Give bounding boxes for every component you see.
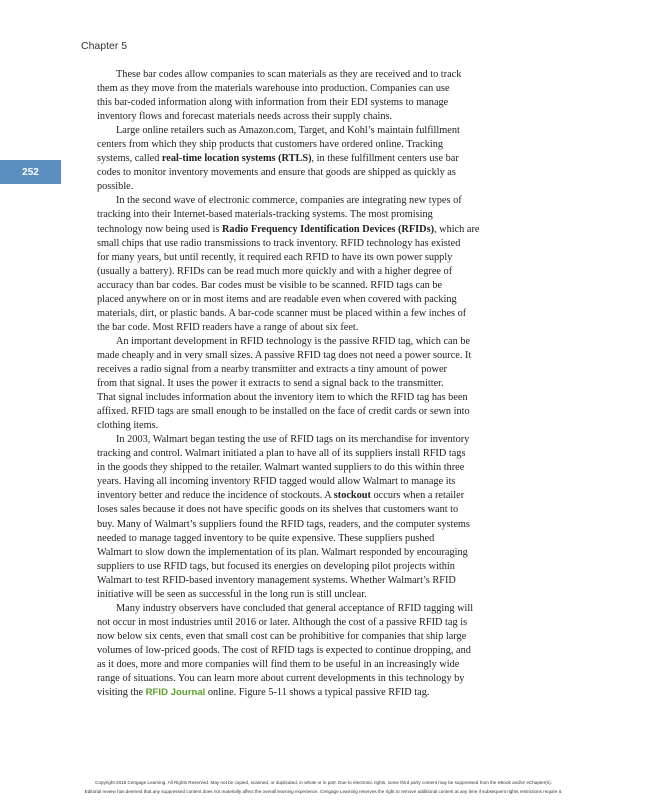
text-line [97,138,556,152]
text-run: inventory flows and forecast materials needs across their supply chains. [97,111,393,123]
rfid-journal-link[interactable]: RFID Journal [145,687,206,699]
text-line [97,377,556,391]
text-line [97,630,556,644]
text-run: not occur in most industries until 2016 or later. Although the cost of a passive RFID tag is [97,616,468,628]
text-line [97,251,556,265]
text-run: online. Figure 5-11 shows a typical passive RFID tag. [205,687,430,699]
text-line [97,223,556,237]
body-text [97,68,556,700]
text-line [116,124,556,138]
text-run: volumes of low-priced goods. The cost of RFID tags is expected to continue dropping, and [97,644,471,656]
text-line [97,546,556,560]
text-run: them as they move from the materials warehouse into production. Companies can use [97,83,450,95]
text-run: in the goods they shipped to the retailer. Walmart wanted suppliers to do this within three [97,462,465,474]
text-line [97,307,556,321]
text-run: centers from which they ship products that customers have ordered online. Tracking [97,139,444,151]
page-number: 252 [22,166,39,178]
paragraph [97,335,556,433]
text-line [97,461,556,475]
text-run: materials, dirt, or plastic bands. A bar-code scanner must be placed within a few inches of [97,307,467,319]
text-line [97,321,556,335]
text-run: Large online retailers such as Amazon.com, Target, and Kohl’s maintain fulfillment [116,125,460,137]
text-run: the bar code. Most RFID readers have a range of about six feet. [97,321,359,333]
text-run: inventory better and reduce the incidence of stockouts. A [97,490,334,502]
text-run: range of situations. You can learn more about current developments in this technology by [97,673,465,685]
text-run: small chips that use radio transmissions to track inventory. RFID technology has existed [97,237,461,249]
text-line [97,237,556,251]
text-line [97,475,556,489]
text-run: These bar codes allow companies to scan materials as they are received and to track [116,69,462,80]
text-line [97,349,556,363]
text-line [97,265,556,279]
text-run: affixed. RFID tags are small enough to be installed on the face of credit cards or sewn into [97,406,470,418]
text-line [97,180,556,194]
text-line [97,110,556,124]
text-line [97,363,556,377]
text-run: possible. [97,181,134,193]
text-line [97,588,556,602]
text-line [97,96,556,110]
text-run: for many years, but until recently, it required each RFID to have its own power supply [97,251,453,263]
term-rfid: Radio Frequency Identification Devices (RFIDs) [221,223,435,235]
text-run: from that signal. It uses the power it extracts to send a signal back to the transmitter. [97,378,444,390]
text-run: needed to manage tagged inventory to be quite expensive. These suppliers pushed [97,532,435,544]
text-run: An important development in RFID technology is the passive RFID tag, which can be [116,335,471,347]
text-run: Walmart to test RFID-based inventory management systems. Whether Walmart’s RFID [97,574,456,586]
text-line [97,447,556,461]
text-line [97,279,556,293]
text-run: occurs when a retailer [370,490,465,502]
text-run: That signal includes information about the inventory item to which the RFID tag has been [97,392,468,404]
text-line [97,489,556,503]
text-line [116,194,556,208]
text-run: buy. Many of Walmart’s suppliers found the RFID tags, readers, and the computer systems [97,518,470,530]
text-run: tracking and control. Walmart initiated a plan to have all of its suppliers install RFID tags [97,448,466,460]
text-run: receives a radio signal from a nearby transmitter and extracts a tiny amount of power [97,363,447,375]
text-run: initiative will be seen as successful in the long run is still unclear. [97,588,367,600]
text-run: Many industry observers have concluded that general acceptance of RFID tagging will [116,602,474,614]
text-run: (usually a battery). RFIDs can be read much more quickly and with a higher degree of [97,265,453,277]
text-line [97,152,556,166]
text-line [97,574,556,588]
text-line [97,644,556,658]
chapter-label: Chapter 5 [81,40,128,52]
text-run: technology now being used is [97,223,222,235]
page-number-tab [0,160,61,184]
text-line [97,518,556,532]
term-stockout: stockout [333,490,371,502]
text-line [97,658,556,672]
text-run: years. Having all incoming inventory RFID tagged would allow Walmart to manage its [97,476,456,488]
text-run: Walmart to slow down the implementation of its plan. Walmart responded by encouraging [97,546,468,558]
paragraph [97,194,556,334]
text-run: , in these fulfillment centers use bar [311,153,459,165]
text-line [97,503,556,517]
text-run: tracking into their Internet-based materials-tracking systems. The most promising [97,209,433,221]
text-run: codes to monitor inventory movements and ensure that goods are shipped as quickly as [97,167,456,179]
text-run: placed anywhere on or in most items and are readable even when covered with packing [97,293,457,305]
text-run: , which are [434,223,480,235]
text-run: clothing items. [97,420,159,432]
copyright-line-1: Copyright 2015 Cengage Learning. All Rights Reserved. May not be copied, scanned, or duplicated, in whole or in part. Due to electronic rights, some third party content may be suppressed from the eBook and/or eChapter(s). [95,780,552,785]
text-line [97,560,556,574]
text-line [97,166,556,180]
text-line [97,672,556,686]
text-line [97,391,556,405]
text-line [97,532,556,546]
text-line [116,602,556,616]
text-run: In 2003, Walmart began testing the use of RFID tags on its merchandise for inventory [116,434,470,446]
text-line [116,433,556,447]
text-run: this bar-coded information along with information from their EDI systems to manage [97,97,449,109]
text-run: as it does, more and more companies will find them to be useful in an increasingly wide [97,658,460,670]
text-run: now below six cents, even that small cost can be prohibitive for companies that ship large [97,630,467,642]
paragraph [97,602,556,700]
paragraph [97,68,556,124]
text-run: accuracy than bar codes. Bar codes must be visible to be scanned. RFID tags can be [97,279,443,291]
text-line [97,405,556,419]
term-rtls: real-time location systems (RTLS) [161,153,312,165]
text-line [116,68,556,82]
text-line [97,616,556,630]
text-run: made cheaply and in very small sizes. A passive RFID tag does not need a power source. It [97,349,472,361]
paragraph [97,433,556,602]
text-run: loses sales because it does not have specific goods on its shelves that customers want to [97,504,459,516]
text-run: systems, called [97,153,162,165]
text-line [97,208,556,222]
text-run: In the second wave of electronic commerce, companies are integrating new types of [116,195,462,207]
text-run: suppliers to use RFID tags, but focused its energies on developing pilot projects within [97,560,455,572]
text-line [97,419,556,433]
text-line [97,82,556,96]
text-line [97,293,556,307]
text-run: visiting the [97,687,146,699]
text-line [97,686,556,700]
text-line [116,335,556,349]
paragraph [97,124,556,194]
copyright-line-2: Editorial review has deemed that any suppressed content does not materially affect the overall learning experience. Cengage Learning reserves the right to remove additional content at any time if subsequent rights restrictions require it. [84,789,563,794]
